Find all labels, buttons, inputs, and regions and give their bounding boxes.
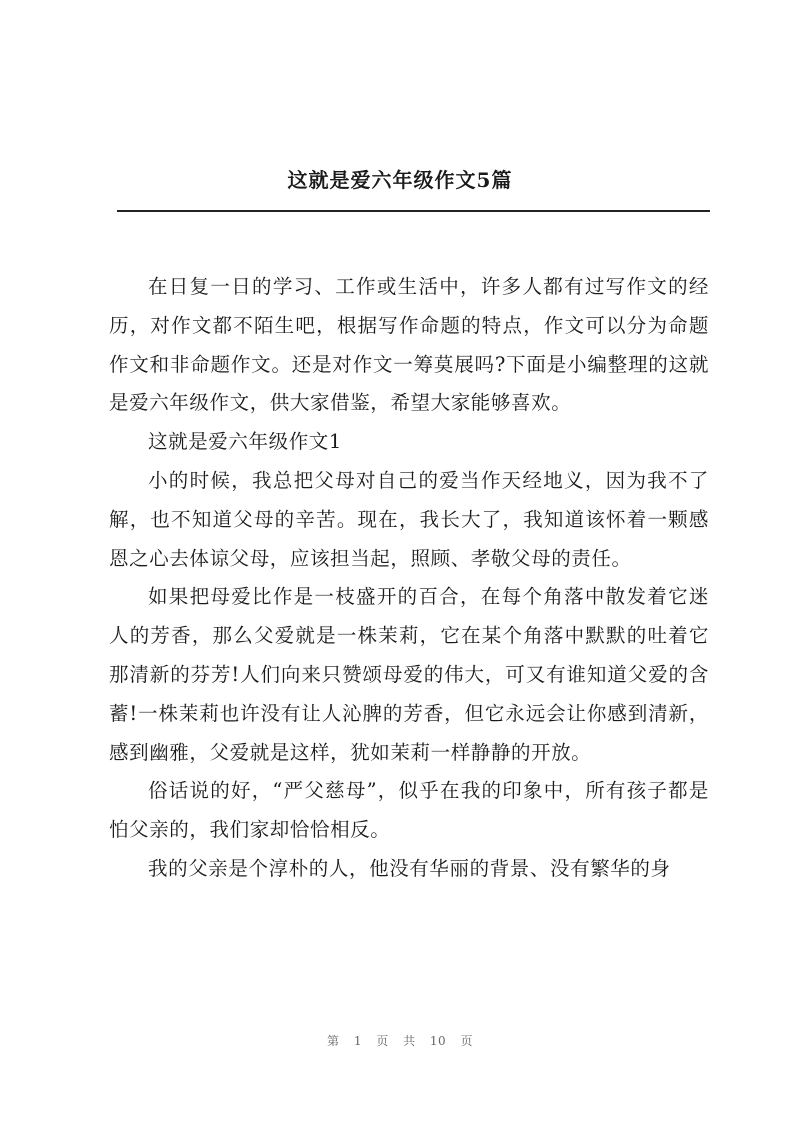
body-paragraph: 小的时候，我总把父母对自己的爱当作天经地义，因为我不了解，也不知道父母的辛苦。现在，我长大了，我知道该怀着一颗感恩之心去体谅父母，应该担当起，照顾、孝敬父母的责任。 [109,468,709,570]
document-body [109,268,709,889]
body-paragraph: 如果把母爱比作是一枝盛开的百合，在每个角落中散发着它迷人的芳香，那么父爱就是一株茉莉，它在某个角落中默默的吐着它那清新的芬芳!人们向来只赞颂母爱的伟大，可又有谁知道父爱的含蓄!一株茉莉也许没有让人沁脾的芳香，但它永远会让你感到清新，感到幽雅，父爱就是这样，犹如茉莉一样静静的开放。 [109,585,709,764]
document-title: 这就是爱六年级作文5篇 [287,168,513,192]
body-paragraph: 我的父亲是个淳朴的人，他没有华丽的背景、没有繁华的身 [148,856,671,880]
body-paragraph: 俗话说的好，“严父慈母”，似乎在我的印象中，所有孩子都是怕父亲的，我们家却恰恰相反。 [109,779,709,842]
page-footer: 第 1 页 共 10 页 [327,1034,473,1048]
intro-paragraph: 在日复一日的学习、工作或生活中，许多人都有过写作文的经历，对作文都不陌生吧，根据写作命题的特点，作文可以分为命题作文和非命题作文。还是对作文一筹莫展吗?下面是小编整理的这就是爱六年级作文，供大家借鉴，希望大家能够喜欢。 [109,275,709,415]
essay-heading: 这就是爱六年级作文1 [148,430,342,454]
title-divider [117,210,710,212]
